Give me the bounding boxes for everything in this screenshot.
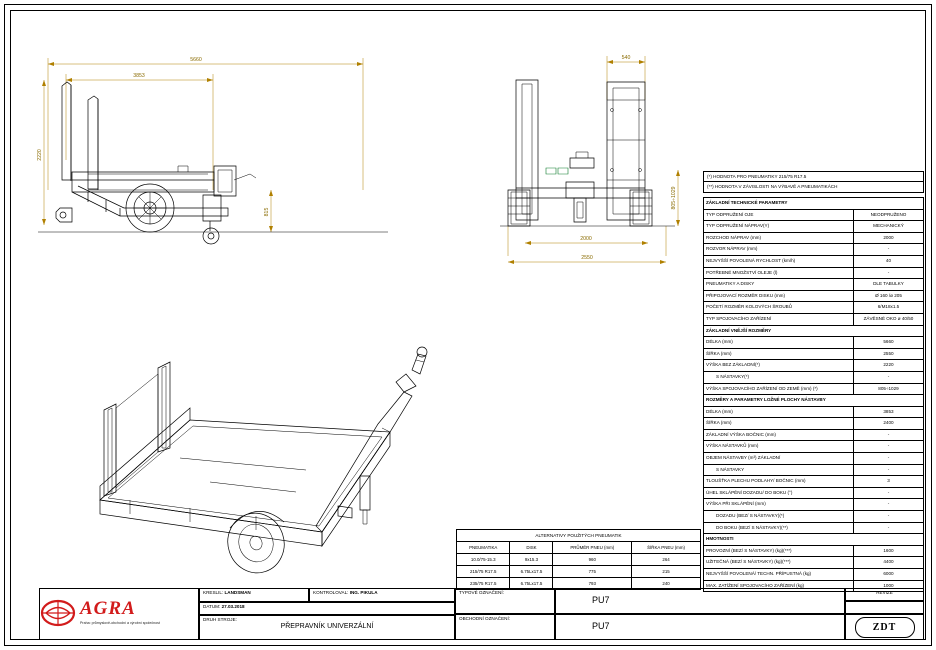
param-value: 6/M18x1.5 [853, 302, 923, 314]
param-value: - [853, 371, 923, 383]
logo-company-name: AGRA [80, 598, 136, 619]
param-value: 4400 [853, 557, 923, 569]
param-row [704, 395, 924, 407]
kreslil-label: KRESLIL: [203, 590, 224, 595]
param-label: OBJEM NÁSTAVBY (m³) ZÁKLADNÍ [704, 453, 854, 465]
param-row [704, 569, 924, 581]
datum-value: 27.03.2018 [221, 604, 245, 609]
param-value: 5660 [853, 337, 923, 349]
zdt-stamp: ZDT [855, 617, 915, 638]
param-label: ROZCHOD NÁPRAV (mm) [704, 232, 854, 244]
revize-label-cell: REVIZE [845, 588, 924, 601]
tyre-table-title: ALTERNATIVY POUŽITÝCH PNEUMATIK [457, 530, 701, 542]
tyre-cell: 235/75 R17.5 [457, 578, 510, 590]
param-row [704, 383, 924, 395]
tyre-cell: 960 [553, 554, 632, 566]
param-value: ZÁVĚSNÉ OKO ø 40/50 [853, 313, 923, 325]
param-row [704, 232, 924, 244]
param-label: ZÁKLADNÍ VÝŠKA BOČNIC (mm) [704, 429, 854, 441]
datum-cell [199, 602, 455, 615]
param-value: - [853, 441, 923, 453]
param-row [704, 557, 924, 569]
param-value: 2550 [853, 348, 923, 360]
dim-side-deck: 3853 [133, 73, 145, 79]
tyre-alternatives-table [456, 529, 701, 590]
param-label: DÉLKA (mm) [704, 406, 854, 418]
param-row [704, 244, 924, 256]
dim-front-total: 2550 [581, 255, 593, 261]
param-row [704, 267, 924, 279]
param-row [704, 522, 924, 534]
druh-stroje-cell [199, 615, 455, 640]
param-value: 1000 [853, 580, 923, 592]
param-row [704, 453, 924, 465]
param-row [704, 255, 924, 267]
typove-label-cell: TYPOVÉ OZNAČENÍ: [455, 588, 555, 614]
param-value: MECHANICKÝ [853, 221, 923, 233]
param-label: TYP ODPRUŽENÍ NÁPRAV(Y) [704, 221, 854, 233]
technical-parameters-table [703, 197, 924, 592]
side-view-drawing [28, 40, 448, 270]
param-label: VÝŠKA SPOJOVACÍHO ZAŘÍZENÍ OD ZEMĚ (mm) (*) [704, 383, 854, 395]
param-label: VÝŠKA NÁSTAVKŮ (mm) [704, 441, 854, 453]
tyre-cell: 775 [553, 566, 632, 578]
param-label: ÚHEL SKLÁPĚNÍ DOZADU/ DO BOKU (°) [704, 487, 854, 499]
param-label: S NÁSTAVKY(*) [704, 371, 854, 383]
param-row [704, 313, 924, 325]
param-label: TYP SPOJOVACÍHO ZAŘÍZENÍ [704, 313, 854, 325]
stamp-cell [845, 614, 924, 640]
param-row [704, 290, 924, 302]
note-line-1: (*) HODNOTA PRO PNEUMATIKY 215/75 R17.5 [703, 171, 924, 181]
tyre-cell: 793 [553, 578, 632, 590]
tyre-row [457, 554, 701, 566]
param-label: ŠÍŘKA (mm) [704, 348, 854, 360]
tyre-cell: 264 [632, 554, 701, 566]
param-label: TYP ODPRUŽENÍ OJE [704, 209, 854, 221]
param-row [704, 511, 924, 523]
param-label: VÝŠKA BEZ ZÁKLADNÍ(*) [704, 360, 854, 372]
param-value: - [853, 499, 923, 511]
param-value: Ø 160 /ø 205 [853, 290, 923, 302]
dim-side-hitch-height: 815 [264, 207, 270, 217]
param-value: 3 [853, 476, 923, 488]
param-label: DO BOKU (BEZ/ S NÁSTAVKY)(**) [704, 522, 854, 534]
param-value: - [853, 453, 923, 465]
obchodni-value-cell: PU7 [555, 614, 845, 640]
param-label: TLOUŠŤKA PLECHU PODLAHY/ BOČNIC (mm) [704, 476, 854, 488]
param-row [704, 221, 924, 233]
param-label: PROVOZNÍ (BEZ/ S NÁSTAVKY) (kg)(***) [704, 545, 854, 557]
typove-value-cell: PU7 [555, 588, 845, 614]
notes-block [703, 171, 924, 193]
param-row [704, 476, 924, 488]
param-label: DÉLKA (mm) [704, 337, 854, 349]
param-label: PŘIPOJOVACÍ ROZMĚR DISKU (mm) [704, 290, 854, 302]
front-view-drawing [470, 40, 700, 280]
param-value: DLE TABULKY [853, 279, 923, 291]
param-label: ZÁKLADNÍ TECHNICKÉ PARAMETRY [704, 198, 924, 210]
tyre-cell: 10.0/75-15.3 [457, 554, 510, 566]
param-row [704, 487, 924, 499]
tyre-row [457, 566, 701, 578]
param-value: 6000 [853, 569, 923, 581]
revize-value-cell [845, 601, 924, 614]
kontroloval-cell [309, 588, 455, 602]
param-label: DOZADU (BEZ/ S NÁSTAVKY)(*) [704, 511, 854, 523]
tyre-cell: 9x15.3 [510, 554, 553, 566]
param-row [704, 302, 924, 314]
param-label: VÝŠKA PŘI SKLÁPĚNÍ (mm) [704, 499, 854, 511]
param-label: POTŘEBNÉ MNOŽSTVÍ OLEJE (l) [704, 267, 854, 279]
tyre-cell: 6.75Lx17.5 [510, 566, 553, 578]
param-row [704, 209, 924, 221]
param-label: UŽITEČNÁ (BEZ/ S NÁSTAVKY) (kg)(***) [704, 557, 854, 569]
logo-company-sub: Praha: průmyslově-obchodní a výrobní společnost [80, 621, 160, 625]
param-row [704, 198, 924, 210]
param-value: - [853, 522, 923, 534]
druh-stroje-label: DRUH STROJE: [203, 617, 237, 622]
param-row [704, 545, 924, 557]
tyre-header-cell: PRŮMĚR PNEU (mm) [553, 542, 632, 554]
param-row [704, 348, 924, 360]
tyre-header-cell: PNEUMATIKA [457, 542, 510, 554]
param-row [704, 371, 924, 383]
param-row [704, 325, 924, 337]
dim-front-hitch-height: 805÷1029 [671, 186, 677, 210]
druh-stroje-value: PŘEPRAVNÍK UNIVERZÁLNÍ [280, 623, 374, 630]
param-label: S NÁSTAVKY [704, 464, 854, 476]
param-label: NEJVYŠŠÍ POVOLENÁ/ TECHN. PŘÍPUSTNÁ (kg) [704, 569, 854, 581]
kreslil-value: LANDSMAN [224, 590, 251, 595]
param-value: - [853, 511, 923, 523]
param-value: - [853, 244, 923, 256]
obchodni-label-cell: OBCHODNÍ OZNAČENÍ: [455, 614, 555, 640]
param-label: ROZMĚRY A PARAMETRY LOŽNÉ PLOCHY NÁSTAVBY [704, 395, 924, 407]
param-value: 40 [853, 255, 923, 267]
dim-front-track: 2000 [580, 236, 592, 242]
param-value: - [853, 464, 923, 476]
tyre-header-cell: ŠÍŘKA PNEU (mm) [632, 542, 701, 554]
param-row [704, 499, 924, 511]
isometric-view-drawing [60, 300, 450, 590]
param-row [704, 279, 924, 291]
param-value: 1600 [853, 545, 923, 557]
tyre-cell: 215 [632, 566, 701, 578]
param-value: 805÷1029 [853, 383, 923, 395]
note-line-2: (**) HODNOTA V ZÁVISLOSTI NA VÝBAVĚ A PNEUMATIKÁCH [703, 181, 924, 192]
param-value: - [853, 267, 923, 279]
dim-front-top: 540 [621, 55, 631, 61]
tyre-header-cell: DISK [510, 542, 553, 554]
param-label: PNEUMATIKY A DISKY [704, 279, 854, 291]
param-row [704, 534, 924, 546]
kontroloval-value: ING. PIKULA [349, 590, 378, 595]
param-label: ŠÍŘKA (mm) [704, 418, 854, 430]
param-label: HMOTNOSTI [704, 534, 924, 546]
param-row [704, 429, 924, 441]
param-value: NEODPRUŽENO [853, 209, 923, 221]
title-block [39, 588, 924, 640]
kontroloval-label: KONTROLOVAL: [313, 590, 349, 595]
param-value: - [853, 429, 923, 441]
kreslil-label-cell [199, 588, 309, 602]
param-label: ROZVOR NÁPRAV (mm) [704, 244, 854, 256]
param-label: NEJVYŠŠÍ POVOLENÁ RYCHLOST (km/h) [704, 255, 854, 267]
param-value: 2400 [853, 418, 923, 430]
param-value: 3853 [853, 406, 923, 418]
param-label: POČET/ ROZMĚR KOLOVÝCH ŠROUBŮ [704, 302, 854, 314]
param-label: ZÁKLADNÍ VNĚJŠÍ ROZMĚRY [704, 325, 924, 337]
param-value: 2220 [853, 360, 923, 372]
param-row [704, 360, 924, 372]
tyre-cell: 215/75 R17.5 [457, 566, 510, 578]
param-row [704, 441, 924, 453]
param-row [704, 337, 924, 349]
tyre-cell: 6.75Lx17.5 [510, 578, 553, 590]
dim-side-total: 5660 [190, 57, 202, 63]
agra-logo [40, 596, 160, 636]
datum-label: DATUM: [203, 604, 221, 609]
param-value: 2000 [853, 232, 923, 244]
tyre-cell: 240 [632, 578, 701, 590]
dim-side-height-total: 2220 [37, 149, 43, 161]
param-value: - [853, 487, 923, 499]
param-row [704, 406, 924, 418]
param-label: MAX. ZATÍŽENÍ SPOJOVACÍHO ZAŘÍZENÍ (kg) [704, 580, 854, 592]
param-row [704, 418, 924, 430]
param-row [704, 464, 924, 476]
